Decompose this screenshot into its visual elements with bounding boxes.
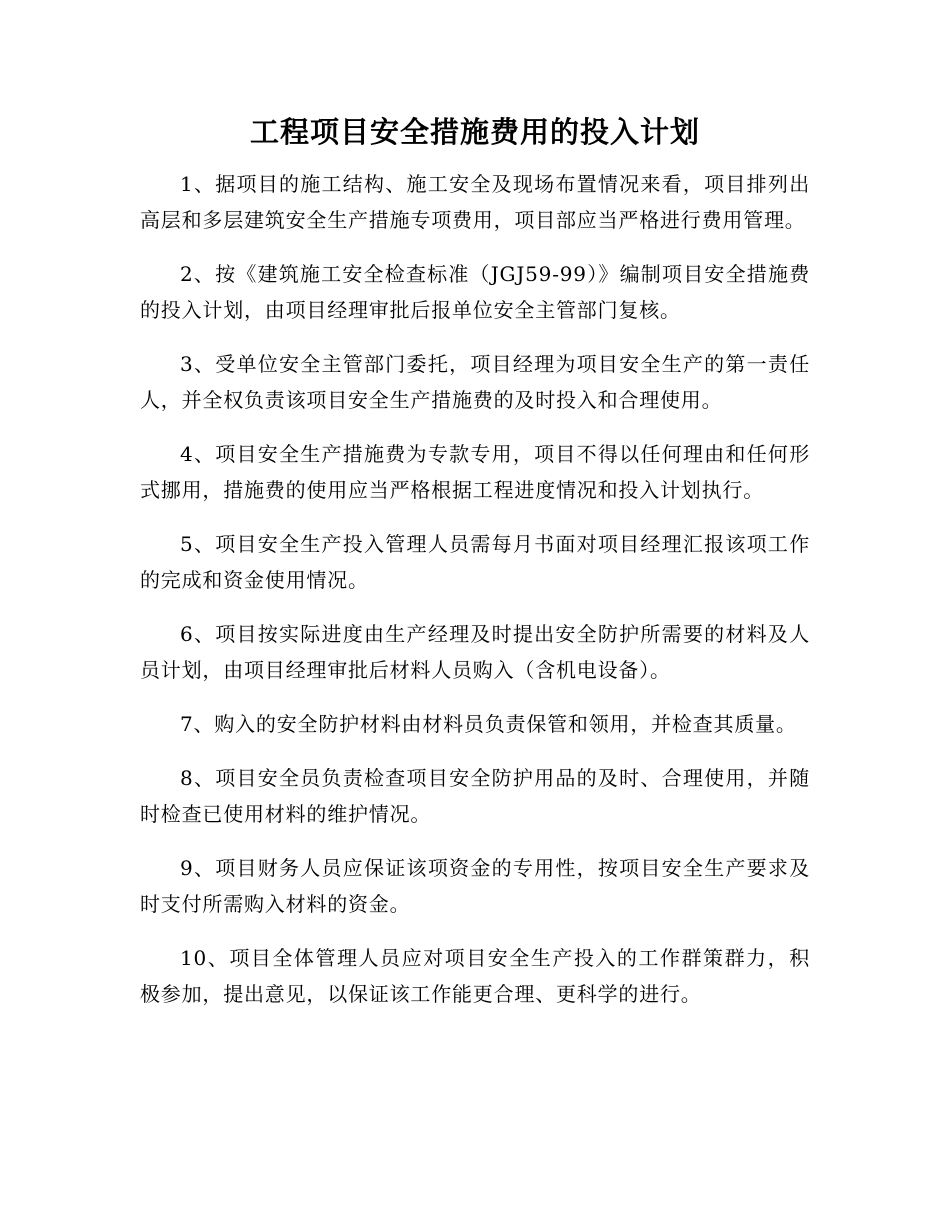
paragraph-10: 10、项目全体管理人员应对项目安全生产投入的工作群策群力，积极参加，提出意见，以保证该工作能更合理、更科学的进行。 — [140, 946, 810, 1006]
document-title: 工程项目安全措施费用的投入计划 — [249, 115, 700, 149]
paragraph-9: 9、项目财务人员应保证该项资金的专用性，按项目安全生产要求及时支付所需购入材料的资金。 — [140, 856, 810, 916]
paragraph-5: 5、项目安全生产投入管理人员需每月书面对项目经理汇报该项工作的完成和资金使用情况。 — [140, 532, 810, 592]
paragraph-8: 8、项目安全员负责检查项目安全防护用品的及时、合理使用，并随时检查已使用材料的维护情况。 — [140, 766, 810, 826]
document-body — [140, 166, 810, 1030]
paragraph-3: 3、受单位安全主管部门委托，项目经理为项目安全生产的第一责任人，并全权负责该项目安全生产措施费的及时投入和合理使用。 — [140, 352, 810, 412]
paragraph-4: 4、项目安全生产措施费为专款专用，项目不得以任何理由和任何形式挪用，措施费的使用应当严格根据工程进度情况和投入计划执行。 — [140, 442, 810, 502]
paragraph-1: 1、据项目的施工结构、施工安全及现场布置情况来看，项目排列出高层和多层建筑安全生产措施专项费用，项目部应当严格进行费用管理。 — [140, 172, 810, 232]
paragraph-6: 6、项目按实际进度由生产经理及时提出安全防护所需要的材料及人员计划，由项目经理审批后材料人员购入（含机电设备）。 — [140, 622, 810, 682]
paragraph-7: 7、购入的安全防护材料由材料员负责保管和领用，并检查其质量。 — [180, 712, 797, 736]
paragraph-2: 2、按《建筑施工安全检查标准（JGJ59-99）》编制项目安全措施费的投入计划，由项目经理审批后报单位安全主管部门复核。 — [140, 262, 810, 322]
